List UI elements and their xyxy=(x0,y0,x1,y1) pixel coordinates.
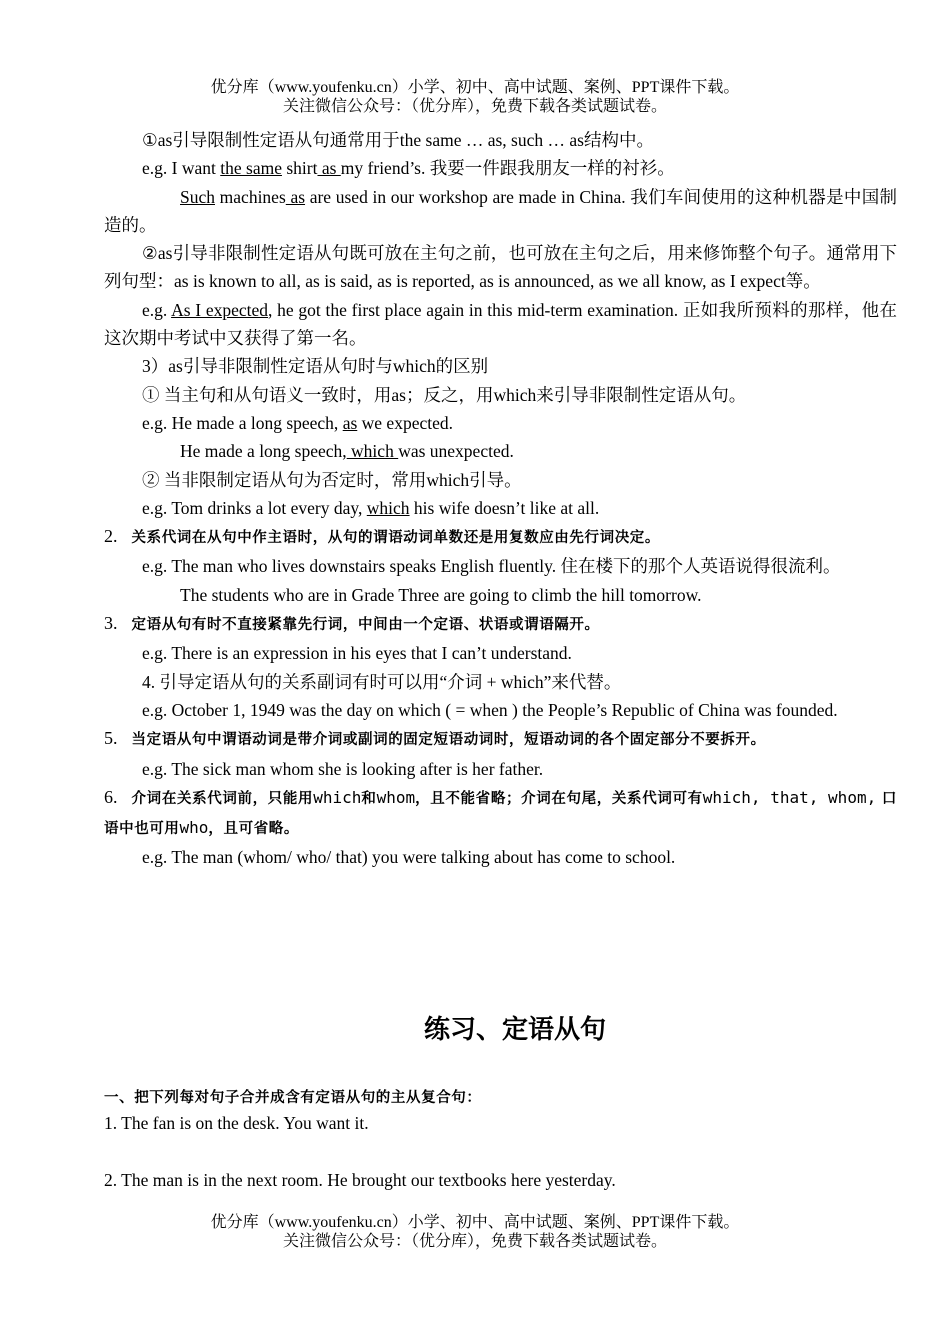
page-footer xyxy=(0,1213,950,1251)
rule-as-nonrestrictive: ②as引导非限制性定语从句既可放在主句之前，也可放在主句之后，用来修饰整个句子。通常用下列句型：as is known to all, as is said, as is reported, as is announced, as we all know, as I expect等。 xyxy=(104,243,897,292)
example-october-1949: e.g. October 1, 1949 was the day on which ( = when ) the People’s Republic of China was founded. xyxy=(142,699,838,720)
example-sick-man: e.g. The sick man whom she is looking after is her father. xyxy=(142,758,544,779)
example-as-we-expected: e.g. He made a long speech, as we expected. xyxy=(142,412,453,433)
example-the-same: e.g. I want the same shirt as my friend’s. 我要一件跟我朋友一样的衬衫。 xyxy=(142,158,675,179)
page-header xyxy=(0,78,950,116)
example-expression: e.g. There is an expression in his eyes that I can’t understand. xyxy=(142,643,572,664)
grammar-notes xyxy=(104,126,897,872)
heading-rule-2: 2. 关系代词在从句中作主语时，从句的谓语动词单数还是用复数应由先行词决定。 xyxy=(104,526,660,547)
rule-as-vs-which: 3）as引导非限制性定语从句时与which的区别 xyxy=(142,356,489,377)
example-man-downstairs: e.g. The man who lives downstairs speaks English fluently. 住在楼下的那个人英语说得很流利。 xyxy=(142,556,841,577)
example-as-i-expected: e.g. As I expected, he got the first place again in this mid-term examination. 正如我所预料的那样，他在这次期中考试中又获得了第一名。 xyxy=(104,299,897,349)
header-line-1: 优分库（www.youfenku.cn）小学、初中、高中试题、案例、PPT课件下载。 xyxy=(210,79,740,96)
footer-line-1: 优分库（www.youfenku.cn）小学、初中、高中试题、案例、PPT课件下载。 xyxy=(210,1214,740,1231)
header-line-2: 关注微信公众号：（优分库），免费下载各类试题试卷。 xyxy=(282,98,667,115)
exercise-section-heading: 一、把下列每对句子合并成含有定语从句的主从复合句： xyxy=(104,1090,482,1106)
example-tom-drinks: e.g. Tom drinks a lot every day, which his wife doesn’t like at all. xyxy=(142,497,600,518)
heading-rule-5: 5. 当定语从句中谓语动词是带介词或副词的固定短语动词时，短语动词的各个固定部分不要拆开。 xyxy=(104,728,766,749)
example-man-talking: e.g. The man (whom/ who/ that) you were talking about has come to school. xyxy=(142,847,676,868)
exercise-title: 练习、定语从句 xyxy=(423,1015,606,1045)
exercise-question-1: 1. The fan is on the desk. You want it. xyxy=(104,1113,369,1133)
heading-rule-3: 3. 定语从句有时不直接紧靠先行词，中间由一个定语、状语或谓语隔开。 xyxy=(104,613,600,634)
example-grade-three: The students who are in Grade Three are going to climb the hill tomorrow. xyxy=(180,584,702,605)
rule-preposition-which: 4. 引导定语从句的关系副词有时可以用“介词 + which”来代替。 xyxy=(142,671,622,692)
exercise-question-2: 2. The man is in the next room. He brought our textbooks here yesterday. xyxy=(104,1170,616,1190)
rule-negative-which: ② 当非限制定语从句为否定时，常用which引导。 xyxy=(142,469,522,490)
example-such-machines: Such machines as are used in our workshop are made in China. 我们车间使用的这种机器是中国制造的。 xyxy=(104,186,898,235)
heading-rule-6: 6. 介词在关系代词前，只能用which和whom，且不能省略；介词在句尾，关系代词可有which, that, whom, 口语中也可用who，且可省略。 xyxy=(104,786,898,838)
footer-line-2: 关注微信公众号：（优分库），免费下载各类试题试卷。 xyxy=(282,1233,667,1250)
rule-meaning-consistent: ① 当主句和从句语义一致时，用as；反之，用which来引导非限制性定语从句。 xyxy=(142,384,747,405)
rule-as-restrictive: ①as引导限制性定语从句通常用于the same … as, such … as结构中。 xyxy=(142,130,654,150)
example-which-unexpected: He made a long speech, which was unexpected. xyxy=(180,441,514,462)
